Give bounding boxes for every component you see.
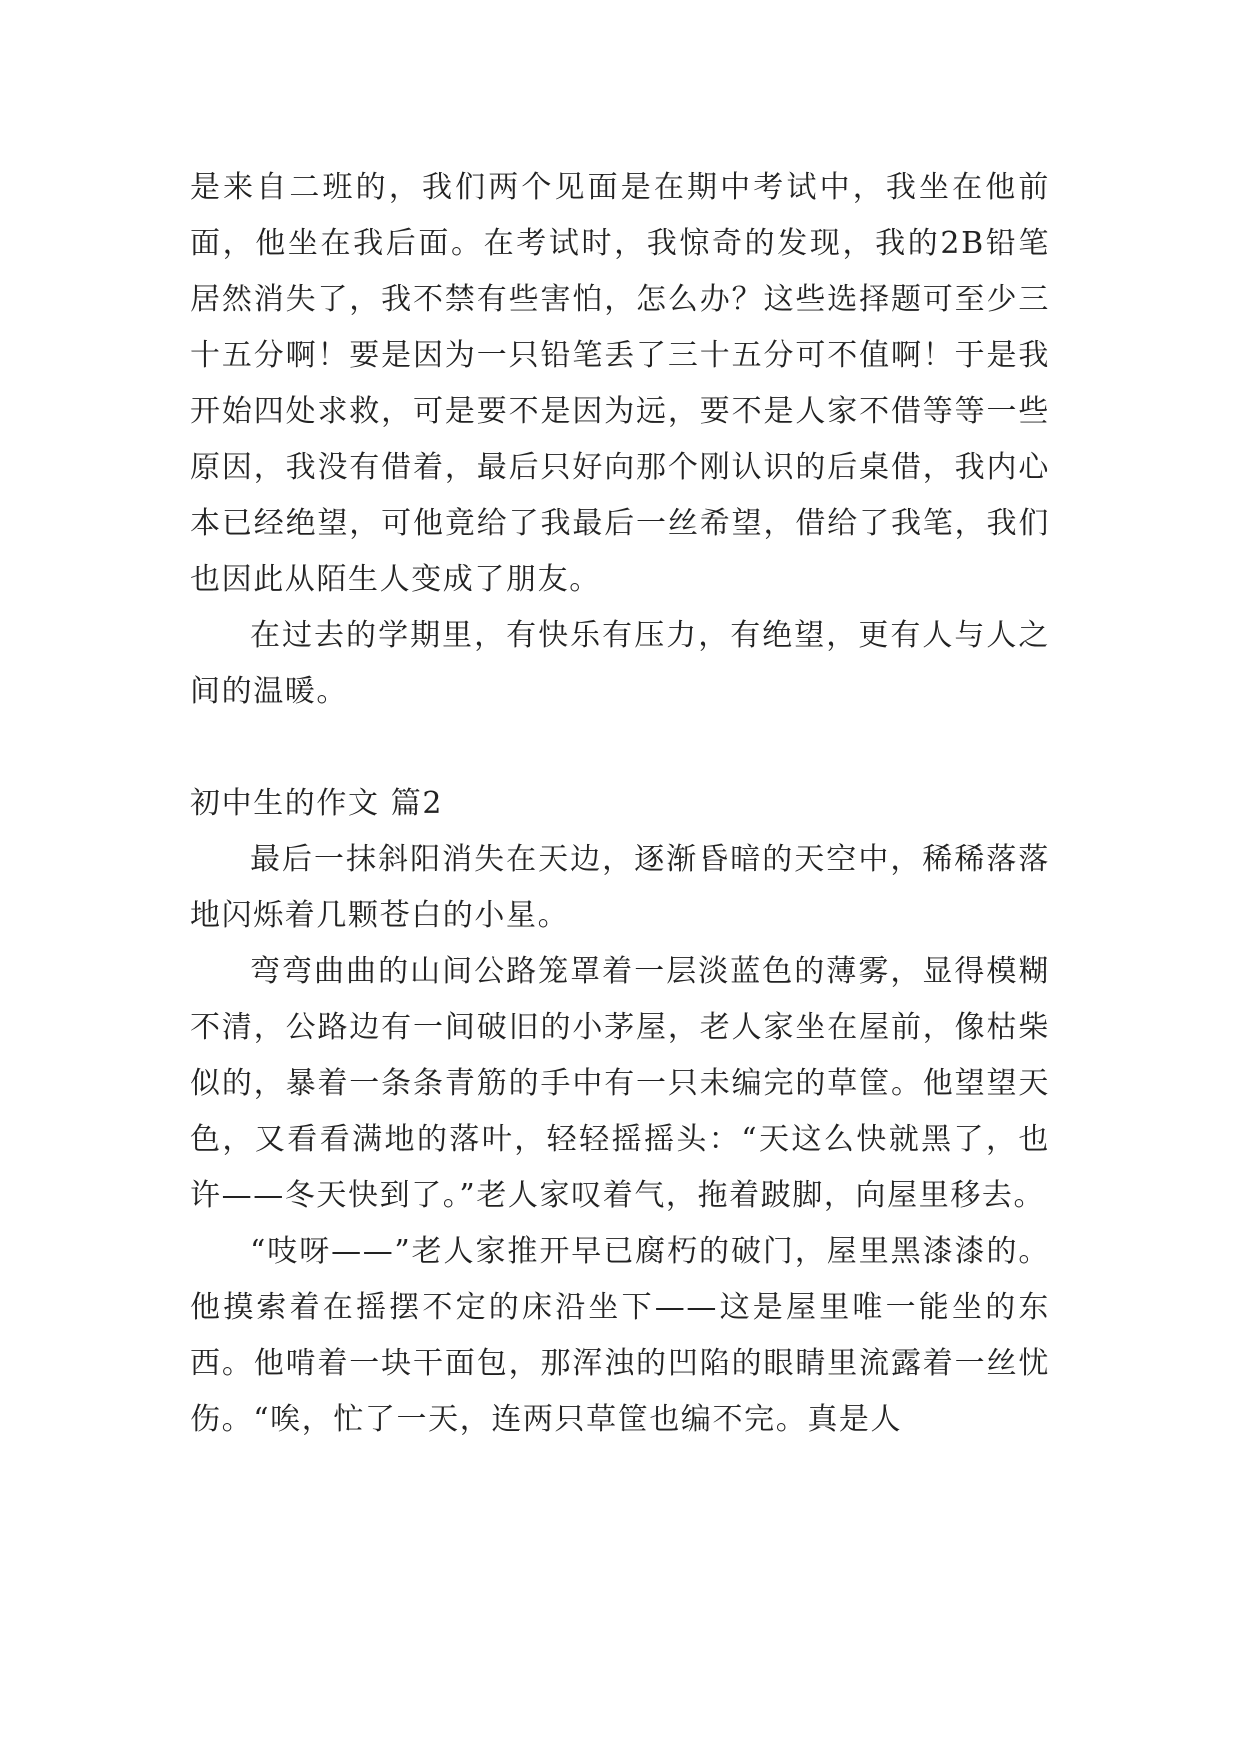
paragraph-old-house: “吱呀——”老人家推开早已腐朽的破门，屋里黑漆漆的。他摸索着在摇摆不定的床沿坐下——这是屋里唯一能坐的东西。他啃着一块干面包，那浑浊的凹陷的眼睛里流露着一丝忧伤。“唉，忙了一天，连两只草筐也编不完。真是人 <box>190 1234 1050 1437</box>
paragraph-continued: 是来自二班的，我们两个见面是在期中考试中，我坐在他前面，他坐在我后面。在考试时，我惊奇的发现，我的2B铅笔居然消失了，我不禁有些害怕，怎么办？这些选择题可至少三十五分啊！要是因为一只铅笔丢了三十五分可不值啊！于是我开始四处求救，可是要不是因为远，要不是人家不借等等一些原因，我没有借着，最后只好向那个刚认识的后桌借，我内心本已经绝望，可他竟给了我最后一丝希望，借给了我笔，我们也因此从陌生人变成了朋友。 <box>190 170 1050 597</box>
paragraph-mountain-road: 弯弯曲曲的山间公路笼罩着一层淡蓝色的薄雾，显得模糊不清，公路边有一间破旧的小茅屋，老人家坐在屋前，像枯柴似的，暴着一条条青筋的手中有一只未编完的草筐。他望望天色，又看看满地的落叶，轻轻摇摇头：“天这么快就黑了，也许——冬天快到了。”老人家叹着气，拖着跛脚，向屋里移去。 <box>190 954 1050 1213</box>
document-body <box>190 160 1050 1448</box>
section-heading: 初中生的作文 篇2 <box>190 786 444 821</box>
paragraph-sunset: 最后一抹斜阳消失在天边，逐渐昏暗的天空中，稀稀落落地闪烁着几颗苍白的小星。 <box>190 842 1050 933</box>
paragraph-summary: 在过去的学期里，有快乐有压力，有绝望，更有人与人之间的温暖。 <box>190 618 1050 709</box>
